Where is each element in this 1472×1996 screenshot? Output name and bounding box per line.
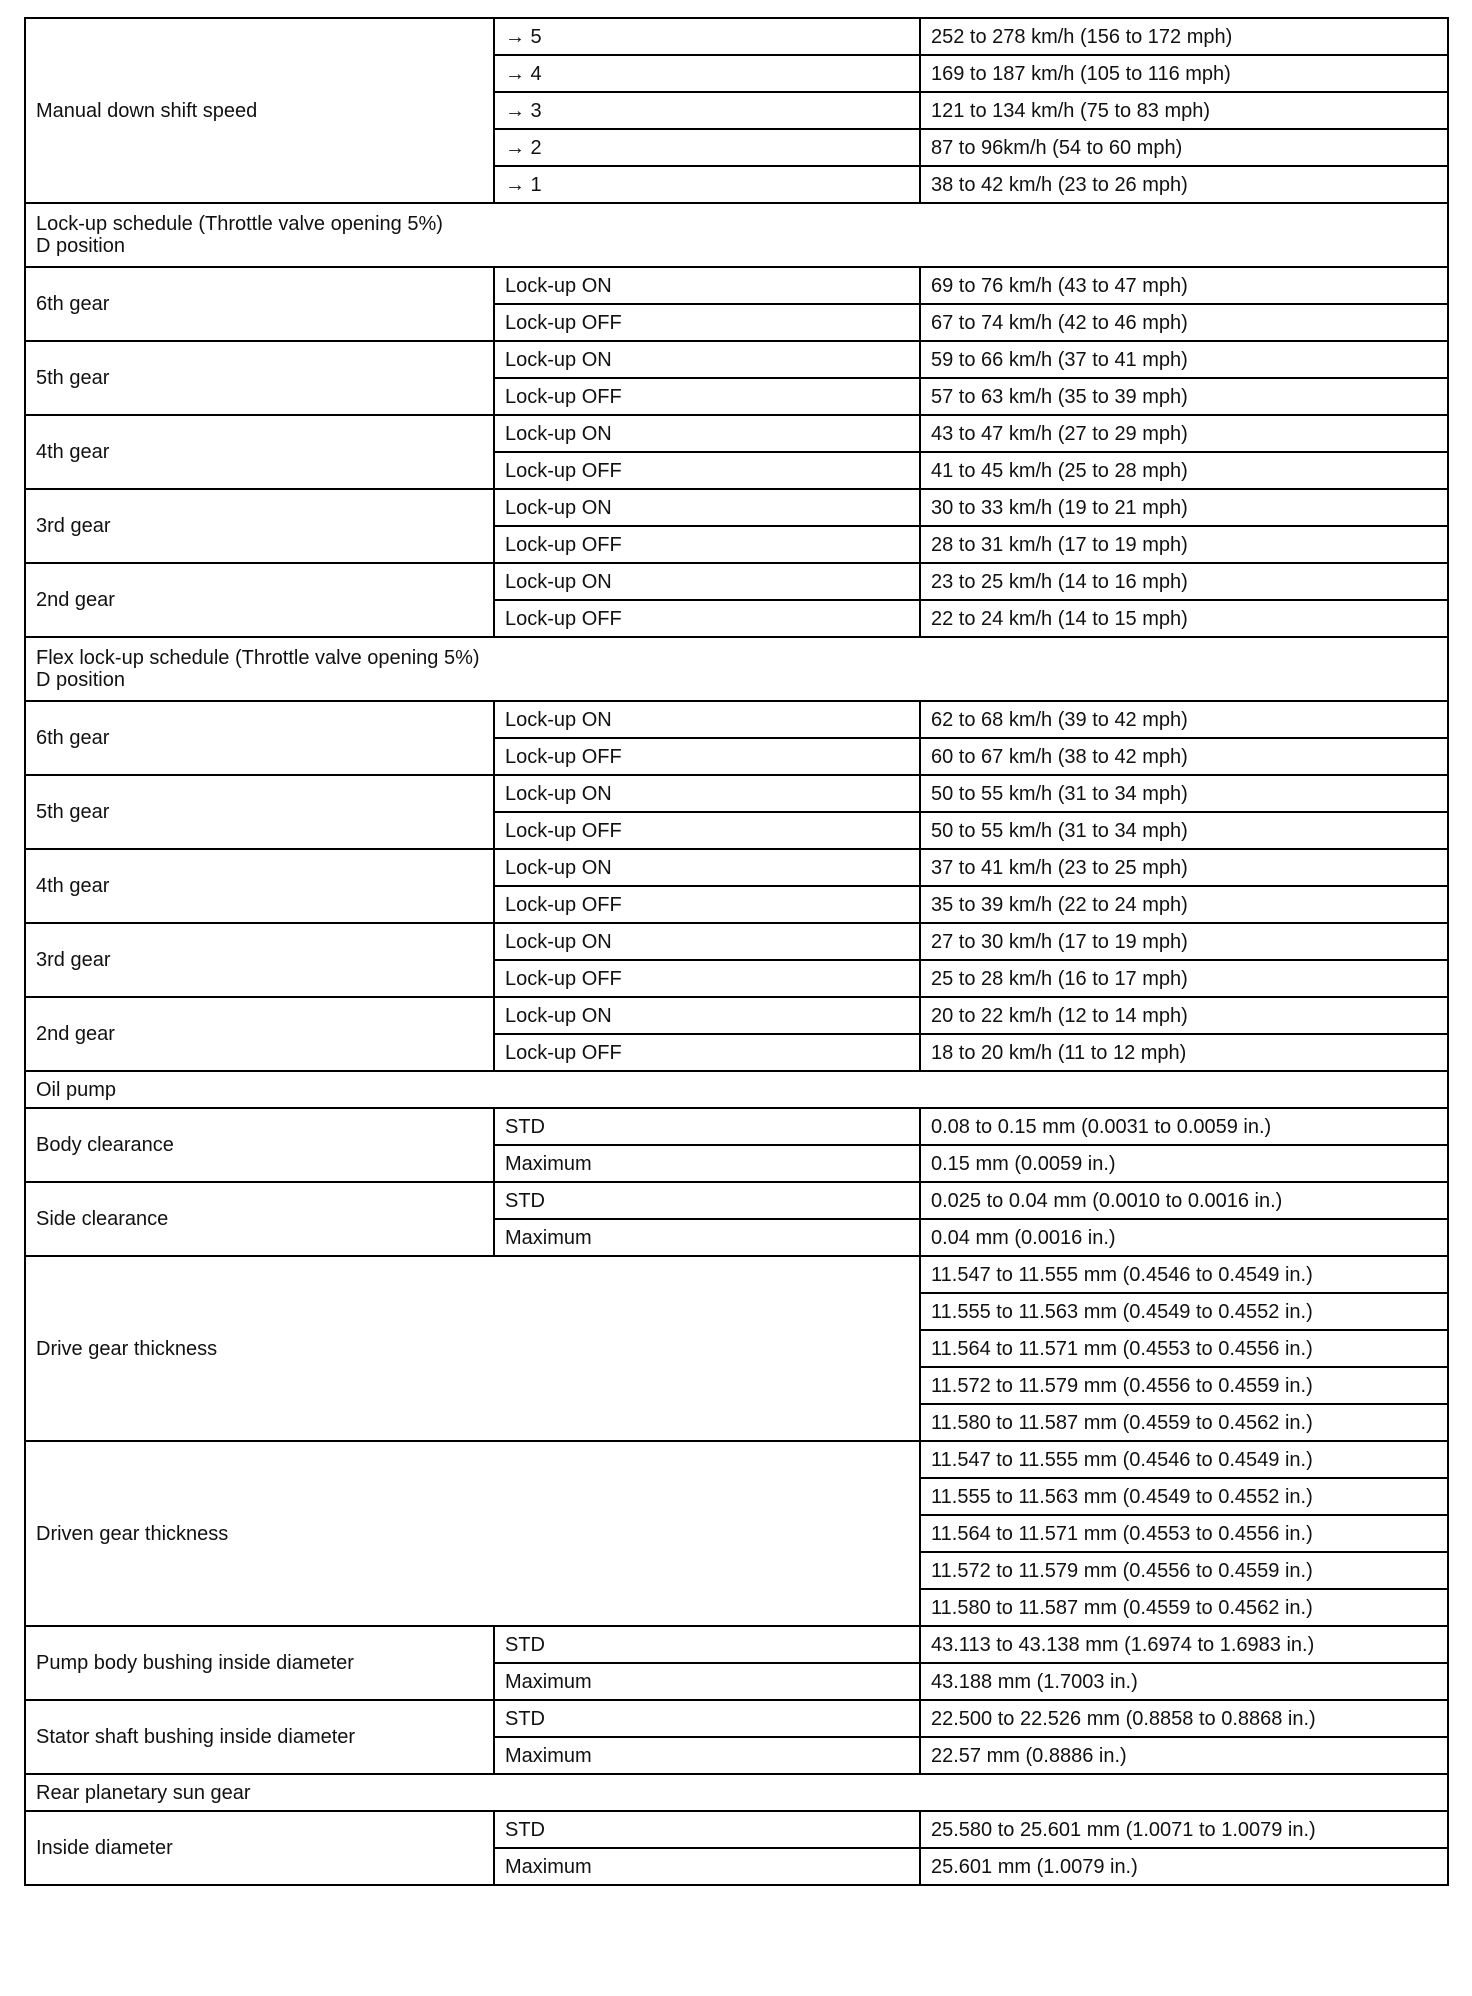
lockup-off-speed: 50 to 55 km/h (31 to 34 mph) bbox=[920, 812, 1448, 849]
lockup-off-speed: 60 to 67 km/h (38 to 42 mph) bbox=[920, 738, 1448, 775]
lockup-off-speed: 22 to 24 km/h (14 to 15 mph) bbox=[920, 600, 1448, 637]
rear-planetary-title: Rear planetary sun gear bbox=[25, 1774, 1448, 1811]
pump-body-bushing-max-value: 43.188 mm (1.7003 in.) bbox=[920, 1663, 1448, 1700]
gear-row bbox=[25, 701, 1448, 738]
body-clearance-label: Body clearance bbox=[25, 1108, 494, 1182]
body-clearance-std-label: STD bbox=[494, 1108, 920, 1145]
lockup-on-speed: 69 to 76 km/h (43 to 47 mph) bbox=[920, 267, 1448, 304]
downshift-speed-cell: 121 to 134 km/h (75 to 83 mph) bbox=[920, 92, 1448, 129]
driven-gear-thickness-row bbox=[25, 1441, 1448, 1478]
gear-label-cell: 6th gear bbox=[25, 267, 494, 341]
downshift-speed-cell: 38 to 42 km/h (23 to 26 mph) bbox=[920, 166, 1448, 203]
lockup-off-label: Lock-up OFF bbox=[494, 526, 920, 563]
gear-row bbox=[25, 489, 1448, 526]
stator-shaft-bushing-std-value: 22.500 to 22.526 mm (0.8858 to 0.8868 in.) bbox=[920, 1700, 1448, 1737]
side-clearance-row bbox=[25, 1182, 1448, 1219]
pump-body-bushing-row bbox=[25, 1626, 1448, 1663]
downshift-gear-cell: → 2 bbox=[494, 129, 920, 166]
side-clearance-max-label: Maximum bbox=[494, 1219, 920, 1256]
lockup-on-label: Lock-up ON bbox=[494, 267, 920, 304]
gear-row bbox=[25, 267, 1448, 304]
lockup-on-label: Lock-up ON bbox=[494, 415, 920, 452]
gear-label-cell: 3rd gear bbox=[25, 489, 494, 563]
lockup-on-label: Lock-up ON bbox=[494, 489, 920, 526]
downshift-label-cell: Manual down shift speed bbox=[25, 18, 494, 203]
pump-body-bushing-std-value: 43.113 to 43.138 mm (1.6974 to 1.6983 in.) bbox=[920, 1626, 1448, 1663]
lockup-off-speed: 35 to 39 km/h (22 to 24 mph) bbox=[920, 886, 1448, 923]
downshift-speed-cell: 169 to 187 km/h (105 to 116 mph) bbox=[920, 55, 1448, 92]
body-clearance-row bbox=[25, 1108, 1448, 1145]
lockup-on-speed: 37 to 41 km/h (23 to 25 mph) bbox=[920, 849, 1448, 886]
gear-label-cell: 2nd gear bbox=[25, 563, 494, 637]
driven-gear-thickness-value: 11.564 to 11.571 mm (0.4553 to 0.4556 in.) bbox=[920, 1515, 1448, 1552]
driven-gear-thickness-value: 11.580 to 11.587 mm (0.4559 to 0.4562 in.) bbox=[920, 1589, 1448, 1626]
gear-row bbox=[25, 923, 1448, 960]
lockup-on-label: Lock-up ON bbox=[494, 923, 920, 960]
side-clearance-max-value: 0.04 mm (0.0016 in.) bbox=[920, 1219, 1448, 1256]
side-clearance-std-label: STD bbox=[494, 1182, 920, 1219]
lockup-off-label: Lock-up OFF bbox=[494, 600, 920, 637]
lockup-on-label: Lock-up ON bbox=[494, 701, 920, 738]
gear-row bbox=[25, 341, 1448, 378]
gear-row bbox=[25, 849, 1448, 886]
lockup-off-speed: 28 to 31 km/h (17 to 19 mph) bbox=[920, 526, 1448, 563]
flex-lockup-title-row bbox=[25, 637, 1448, 701]
flex-lockup-subtitle: D position bbox=[36, 669, 125, 691]
pump-body-bushing-std-label: STD bbox=[494, 1626, 920, 1663]
flex-lockup-title: Flex lock-up schedule (Throttle valve opening 5%) bbox=[36, 647, 480, 669]
inside-diameter-row bbox=[25, 1811, 1448, 1848]
body-clearance-std-value: 0.08 to 0.15 mm (0.0031 to 0.0059 in.) bbox=[920, 1108, 1448, 1145]
stator-shaft-bushing-max-value: 22.57 mm (0.8886 in.) bbox=[920, 1737, 1448, 1774]
driven-gear-thickness-value: 11.572 to 11.579 mm (0.4556 to 0.4559 in.) bbox=[920, 1552, 1448, 1589]
downshift-gear-cell: → 3 bbox=[494, 92, 920, 129]
lockup-on-label: Lock-up ON bbox=[494, 997, 920, 1034]
drive-gear-thickness-value: 11.572 to 11.579 mm (0.4556 to 0.4559 in.) bbox=[920, 1367, 1448, 1404]
lockup-on-speed: 30 to 33 km/h (19 to 21 mph) bbox=[920, 489, 1448, 526]
lockup-on-label: Lock-up ON bbox=[494, 775, 920, 812]
drive-gear-thickness-value: 11.555 to 11.563 mm (0.4549 to 0.4552 in.) bbox=[920, 1293, 1448, 1330]
drive-gear-thickness-value: 11.564 to 11.571 mm (0.4553 to 0.4556 in.) bbox=[920, 1330, 1448, 1367]
oil-pump-title-row bbox=[25, 1071, 1448, 1108]
lockup-off-label: Lock-up OFF bbox=[494, 304, 920, 341]
gear-label-cell: 5th gear bbox=[25, 775, 494, 849]
gear-row bbox=[25, 563, 1448, 600]
gear-row bbox=[25, 997, 1448, 1034]
lockup-off-speed: 57 to 63 km/h (35 to 39 mph) bbox=[920, 378, 1448, 415]
driven-gear-thickness-value: 11.555 to 11.563 mm (0.4549 to 0.4552 in.) bbox=[920, 1478, 1448, 1515]
lockup-off-label: Lock-up OFF bbox=[494, 378, 920, 415]
drive-gear-thickness-label: Drive gear thickness bbox=[25, 1256, 920, 1441]
driven-gear-thickness-label: Driven gear thickness bbox=[25, 1441, 920, 1626]
inside-diameter-max-value: 25.601 mm (1.0079 in.) bbox=[920, 1848, 1448, 1885]
lockup-on-speed: 50 to 55 km/h (31 to 34 mph) bbox=[920, 775, 1448, 812]
lockup-on-speed: 62 to 68 km/h (39 to 42 mph) bbox=[920, 701, 1448, 738]
gear-label-cell: 6th gear bbox=[25, 701, 494, 775]
pump-body-bushing-max-label: Maximum bbox=[494, 1663, 920, 1700]
lockup-off-speed: 25 to 28 km/h (16 to 17 mph) bbox=[920, 960, 1448, 997]
lockup-on-speed: 20 to 22 km/h (12 to 14 mph) bbox=[920, 997, 1448, 1034]
lockup-off-label: Lock-up OFF bbox=[494, 1034, 920, 1071]
driven-gear-thickness-value: 11.547 to 11.555 mm (0.4546 to 0.4549 in.) bbox=[920, 1441, 1448, 1478]
gear-label-cell: 4th gear bbox=[25, 849, 494, 923]
lockup-off-label: Lock-up OFF bbox=[494, 812, 920, 849]
body-clearance-max-value: 0.15 mm (0.0059 in.) bbox=[920, 1145, 1448, 1182]
gear-row bbox=[25, 415, 1448, 452]
downshift-gear-cell: → 4 bbox=[494, 55, 920, 92]
inside-diameter-std-label: STD bbox=[494, 1811, 920, 1848]
lockup-on-speed: 43 to 47 km/h (27 to 29 mph) bbox=[920, 415, 1448, 452]
spec-table bbox=[24, 17, 1449, 1886]
rear-planetary-title-row bbox=[25, 1774, 1448, 1811]
downshift-speed-cell: 252 to 278 km/h (156 to 172 mph) bbox=[920, 18, 1448, 55]
gear-label-cell: 4th gear bbox=[25, 415, 494, 489]
stator-shaft-bushing-std-label: STD bbox=[494, 1700, 920, 1737]
lockup-title-cell bbox=[25, 203, 1448, 267]
stator-shaft-bushing-row bbox=[25, 1700, 1448, 1737]
body-clearance-max-label: Maximum bbox=[494, 1145, 920, 1182]
lockup-title-row bbox=[25, 203, 1448, 267]
drive-gear-thickness-row bbox=[25, 1256, 1448, 1293]
gear-label-cell: 5th gear bbox=[25, 341, 494, 415]
lockup-off-label: Lock-up OFF bbox=[494, 738, 920, 775]
drive-gear-thickness-value: 11.580 to 11.587 mm (0.4559 to 0.4562 in.) bbox=[920, 1404, 1448, 1441]
oil-pump-title: Oil pump bbox=[25, 1071, 1448, 1108]
gear-row bbox=[25, 775, 1448, 812]
lockup-on-speed: 27 to 30 km/h (17 to 19 mph) bbox=[920, 923, 1448, 960]
lockup-on-label: Lock-up ON bbox=[494, 849, 920, 886]
side-clearance-label: Side clearance bbox=[25, 1182, 494, 1256]
lockup-off-speed: 67 to 74 km/h (42 to 46 mph) bbox=[920, 304, 1448, 341]
downshift-row bbox=[25, 18, 1448, 55]
lockup-off-speed: 41 to 45 km/h (25 to 28 mph) bbox=[920, 452, 1448, 489]
inside-diameter-label: Inside diameter bbox=[25, 1811, 494, 1885]
stator-shaft-bushing-max-label: Maximum bbox=[494, 1737, 920, 1774]
gear-label-cell: 2nd gear bbox=[25, 997, 494, 1071]
stator-shaft-bushing-label: Stator shaft bushing inside diameter bbox=[25, 1700, 494, 1774]
side-clearance-std-value: 0.025 to 0.04 mm (0.0010 to 0.0016 in.) bbox=[920, 1182, 1448, 1219]
lockup-off-speed: 18 to 20 km/h (11 to 12 mph) bbox=[920, 1034, 1448, 1071]
lockup-on-speed: 23 to 25 km/h (14 to 16 mph) bbox=[920, 563, 1448, 600]
lockup-on-label: Lock-up ON bbox=[494, 341, 920, 378]
inside-diameter-std-value: 25.580 to 25.601 mm (1.0071 to 1.0079 in.) bbox=[920, 1811, 1448, 1848]
lockup-off-label: Lock-up OFF bbox=[494, 452, 920, 489]
lockup-off-label: Lock-up OFF bbox=[494, 960, 920, 997]
lockup-title: Lock-up schedule (Throttle valve opening 5%) bbox=[36, 213, 443, 235]
gear-label-cell: 3rd gear bbox=[25, 923, 494, 997]
lockup-off-label: Lock-up OFF bbox=[494, 886, 920, 923]
downshift-gear-cell: → 1 bbox=[494, 166, 920, 203]
downshift-gear-cell: → 5 bbox=[494, 18, 920, 55]
lockup-on-label: Lock-up ON bbox=[494, 563, 920, 600]
inside-diameter-max-label: Maximum bbox=[494, 1848, 920, 1885]
flex-lockup-title-cell bbox=[25, 637, 1448, 701]
pump-body-bushing-label: Pump body bushing inside diameter bbox=[25, 1626, 494, 1700]
spec-table-body bbox=[25, 18, 1448, 1885]
lockup-subtitle: D position bbox=[36, 235, 125, 257]
lockup-on-speed: 59 to 66 km/h (37 to 41 mph) bbox=[920, 341, 1448, 378]
downshift-speed-cell: 87 to 96km/h (54 to 60 mph) bbox=[920, 129, 1448, 166]
drive-gear-thickness-value: 11.547 to 11.555 mm (0.4546 to 0.4549 in.) bbox=[920, 1256, 1448, 1293]
